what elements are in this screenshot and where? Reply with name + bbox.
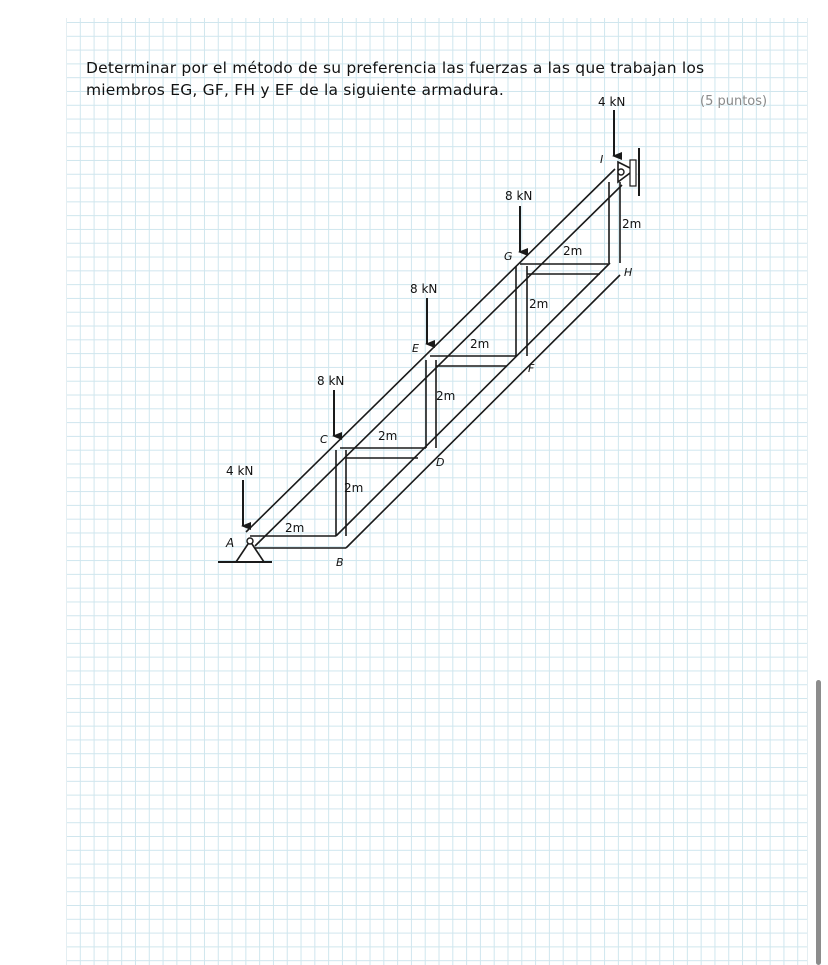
dim-label-gh: 2m — [563, 244, 583, 258]
dim-label-fg: 2m — [529, 297, 549, 311]
load-label-c: 8 kN — [317, 374, 345, 388]
load-label-i: 4 kN — [598, 95, 626, 109]
member-hi — [609, 182, 620, 263]
dim-label-de: 2m — [436, 389, 456, 403]
dim-label-cd: 2m — [378, 429, 398, 443]
node-label-g: G — [504, 250, 513, 263]
node-label-i: I — [600, 153, 604, 166]
dim-label-ab: 2m — [285, 521, 305, 535]
dim-label-hi: 2m — [622, 217, 642, 231]
points-label: (5 puntos) — [700, 94, 768, 109]
vertical-scrollbar[interactable] — [816, 680, 821, 965]
top-chord — [246, 169, 622, 546]
node-label-f: F — [528, 362, 535, 375]
node-label-b: B — [336, 556, 344, 569]
dim-label-bc: 2m — [344, 481, 364, 495]
bottom-chord — [336, 263, 620, 548]
question-text: Determinar por el método de su preferencia las fuerzas a las que trabajan los miembros EG, GF, FH y EF de la siguiente armadura. — [86, 59, 705, 99]
node-label-c: C — [320, 433, 328, 446]
dim-label-ef: 2m — [470, 337, 490, 351]
node-label-a: A — [226, 536, 235, 550]
load-label-g: 8 kN — [505, 189, 533, 203]
node-label-e: E — [412, 342, 419, 355]
node-label-d: D — [436, 456, 445, 469]
load-label-a: 4 kN — [226, 464, 254, 478]
node-label-h: H — [624, 266, 633, 279]
pin-support-i — [618, 148, 639, 196]
load-label-e: 8 kN — [410, 282, 438, 296]
